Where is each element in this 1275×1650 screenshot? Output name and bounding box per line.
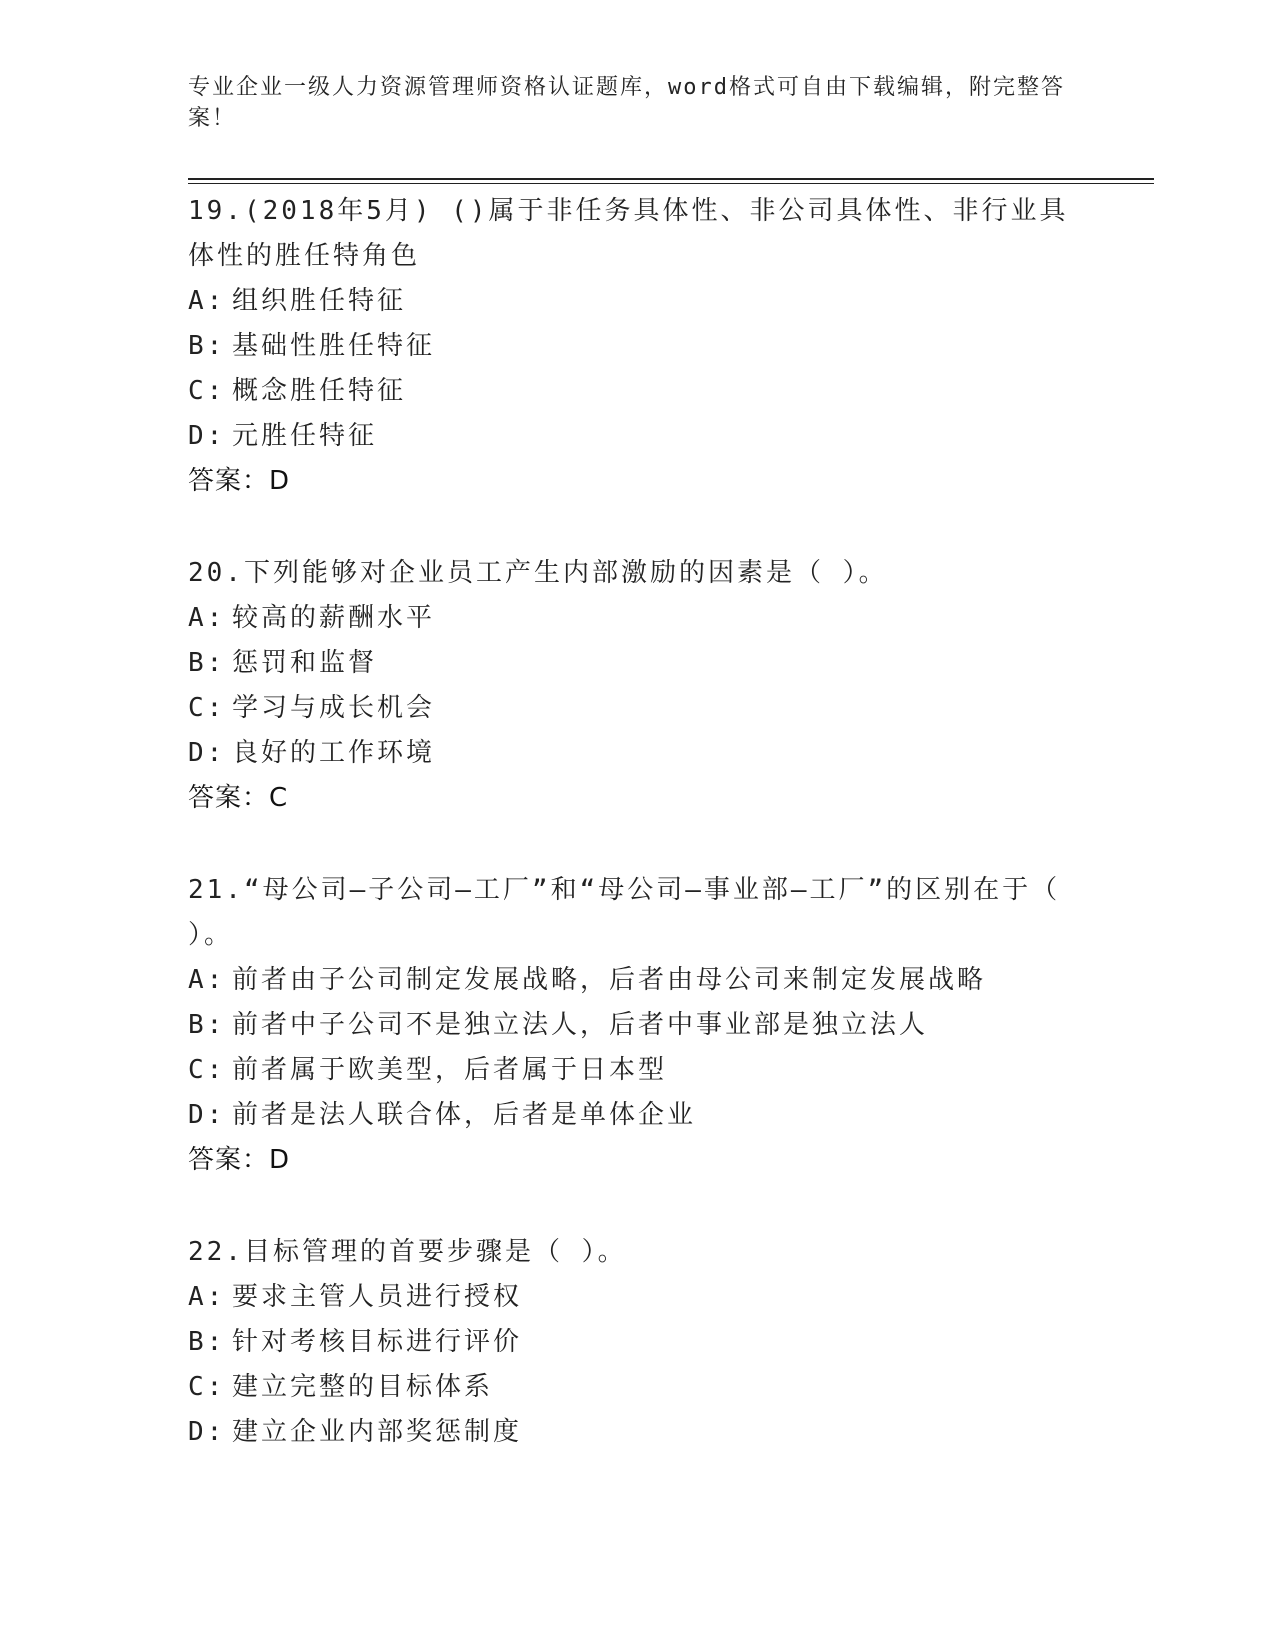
option-key: A:	[188, 603, 226, 633]
answer-line: 答案：D	[188, 1145, 291, 1175]
option-key: D:	[188, 421, 226, 451]
question-stem: 19.(2018年5月) ()属于非任务具体性、非公司具体性、非行业具体性的胜任特角色	[188, 196, 1069, 271]
question-list	[188, 189, 1088, 1455]
answer-line: 答案：D	[188, 466, 291, 496]
option-c	[188, 369, 1088, 414]
option-b	[188, 324, 1088, 369]
option-text: 建立完整的目标体系	[232, 1372, 494, 1402]
option-text: 前者属于欧美型，后者属于日本型	[232, 1055, 668, 1085]
option-key: D:	[188, 1100, 226, 1130]
option-key: A:	[188, 1282, 226, 1312]
question-19	[188, 189, 1088, 504]
option-d	[188, 414, 1088, 459]
option-text: 组织胜任特征	[232, 286, 407, 316]
question-stem: 22.目标管理的首要步骤是（ ）。	[188, 1237, 627, 1267]
question-22	[188, 1230, 1088, 1455]
option-key: B:	[188, 331, 226, 361]
option-text: 概念胜任特征	[232, 376, 407, 406]
question-spacer	[188, 821, 1088, 868]
option-c	[188, 1048, 1088, 1093]
option-key: C:	[188, 693, 226, 723]
option-key: A:	[188, 965, 226, 995]
option-key: D:	[188, 738, 226, 768]
option-key: B:	[188, 648, 226, 678]
option-text: 较高的薪酬水平	[232, 603, 436, 633]
option-key: A:	[188, 286, 226, 316]
question-spacer	[188, 1183, 1088, 1230]
question-stem: 21.“母公司—子公司—工厂”和“母公司—事业部—工厂”的区别在于（ ）。	[188, 875, 1061, 950]
option-text: 前者是法人联合体，后者是单体企业	[232, 1100, 697, 1130]
option-key: C:	[188, 1055, 226, 1085]
option-text: 基础性胜任特征	[232, 331, 436, 361]
question-spacer	[188, 504, 1088, 551]
answer-line: 答案：C	[188, 783, 289, 813]
option-text: 惩罚和监督	[232, 648, 378, 678]
option-b	[188, 1003, 1088, 1048]
option-d	[188, 731, 1088, 776]
option-text: 学习与成长机会	[232, 693, 436, 723]
option-text: 要求主管人员进行授权	[232, 1282, 523, 1312]
option-key: B:	[188, 1010, 226, 1040]
option-key: D:	[188, 1417, 226, 1447]
option-text: 良好的工作环境	[232, 738, 436, 768]
header-divider-thin	[188, 183, 1154, 184]
option-a	[188, 279, 1088, 324]
option-key: C:	[188, 376, 226, 406]
document-header: 专业企业一级人力资源管理师资格认证题库，word格式可自由下载编辑，附完整答案！	[188, 75, 1065, 131]
option-text: 元胜任特征	[232, 421, 378, 451]
question-20	[188, 551, 1088, 821]
option-b	[188, 1320, 1088, 1365]
option-a	[188, 1275, 1088, 1320]
option-text: 针对考核目标进行评价	[232, 1327, 523, 1357]
option-a	[188, 958, 1088, 1003]
option-text: 前者由子公司制定发展战略，后者由母公司来制定发展战略	[232, 965, 987, 995]
option-a	[188, 596, 1088, 641]
option-d	[188, 1093, 1088, 1138]
option-d	[188, 1410, 1088, 1455]
option-text: 前者中子公司不是独立法人，后者中事业部是独立法人	[232, 1010, 929, 1040]
option-key: B:	[188, 1327, 226, 1357]
question-21	[188, 868, 1088, 1183]
option-c	[188, 686, 1088, 731]
option-key: C:	[188, 1372, 226, 1402]
option-b	[188, 641, 1088, 686]
option-text: 建立企业内部奖惩制度	[232, 1417, 523, 1447]
option-c	[188, 1365, 1088, 1410]
header-divider-thick	[188, 178, 1154, 180]
question-stem: 20.下列能够对企业员工产生内部激励的因素是（ ）。	[188, 558, 888, 588]
